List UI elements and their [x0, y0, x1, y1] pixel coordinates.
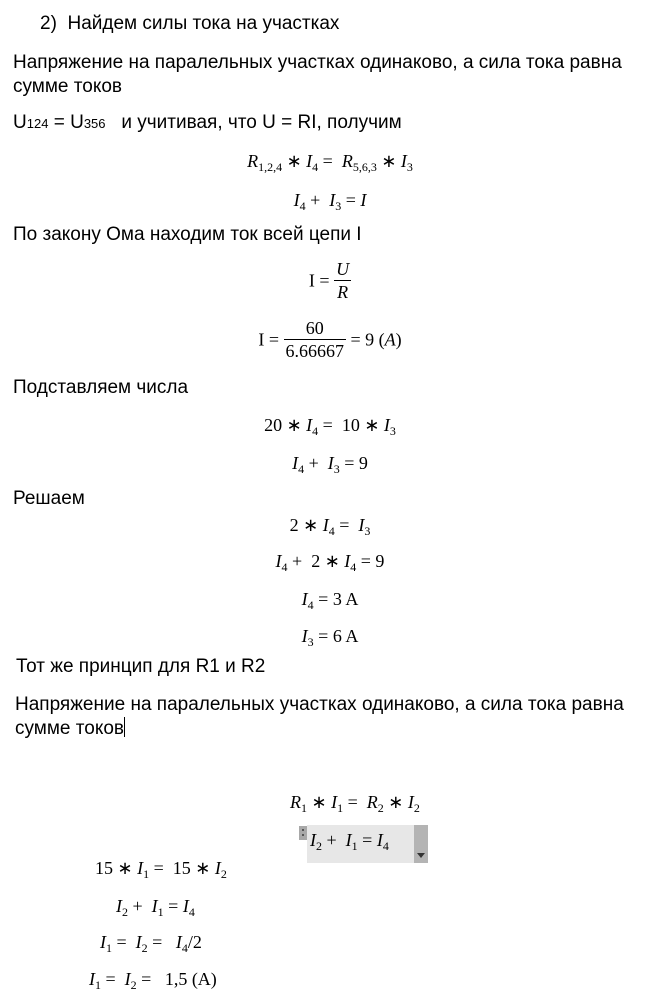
equation: $I_4 = 3$ A — [301, 589, 359, 612]
chevron-down-icon — [417, 853, 425, 858]
paragraph-line: Решаем — [13, 488, 85, 509]
equation: 20 ∗ $I_4 = 10$ ∗ $I_3$ — [264, 415, 396, 438]
voltage-equality-line: U124 = U356 и учитивая, что U = RI, получим — [13, 112, 402, 133]
paragraph-line: Тот же принцип для R1 и R2 — [16, 656, 266, 677]
equation: $I_4 + I_3 = 9$ — [292, 453, 368, 476]
paragraph-line: сумме токов — [13, 76, 122, 97]
equation: $I_4 + I_3 = I$ — [293, 190, 367, 213]
paragraph-line: По закону Ома находим ток всей цепи I — [13, 224, 362, 245]
equation: 15 ∗ $I_1 = 15$ ∗ $I_2$ — [95, 858, 227, 881]
equation: 2 ∗ $I_4 = I_3$ — [289, 515, 371, 538]
text-cursor — [124, 717, 125, 737]
paragraph-line: Напряжение на паралельных участках одинаково, а сила тока равна — [15, 694, 624, 715]
paragraph-line: Подставляем числа — [13, 377, 189, 398]
equation-drag-handle[interactable] — [299, 826, 307, 840]
paragraph-line: Напряжение на паралельных участках одинаково, а сила тока равна — [13, 52, 622, 73]
equation: $I_4 + 2$ ∗ $I_4 = 9$ — [275, 551, 385, 574]
heading-text: Найдем силы тока на участках — [67, 13, 340, 34]
section-heading — [40, 12, 339, 36]
equation: $I_1 = I_2 = I_4/2$ — [100, 932, 202, 955]
equation: $I_3 = 6$ A — [301, 626, 359, 649]
heading-number: 2) — [40, 13, 57, 34]
equation: $R_{1,2,4}$ ∗ $I_4 = R_{5,6,3}$ ∗ $I_3$ — [247, 151, 413, 174]
equation: $I_1 = I_2 = 1,5$ (A) — [89, 969, 217, 992]
equation[interactable]: $I_2 + I_1 = I_4$ — [310, 830, 389, 853]
equation: $R_1$ ∗ $I_1 = R_2$ ∗ $I_2$ — [290, 792, 420, 815]
paragraph-line-with-cursor[interactable]: сумме токов — [15, 718, 124, 739]
equation-fraction: I = $\frac{60}{6.66667}$ = 9 (A) — [258, 318, 402, 361]
equation: $I_2 + I_1 = I_4$ — [116, 896, 195, 919]
equation-fraction: I = $\frac{U}{R}$ — [308, 259, 350, 302]
